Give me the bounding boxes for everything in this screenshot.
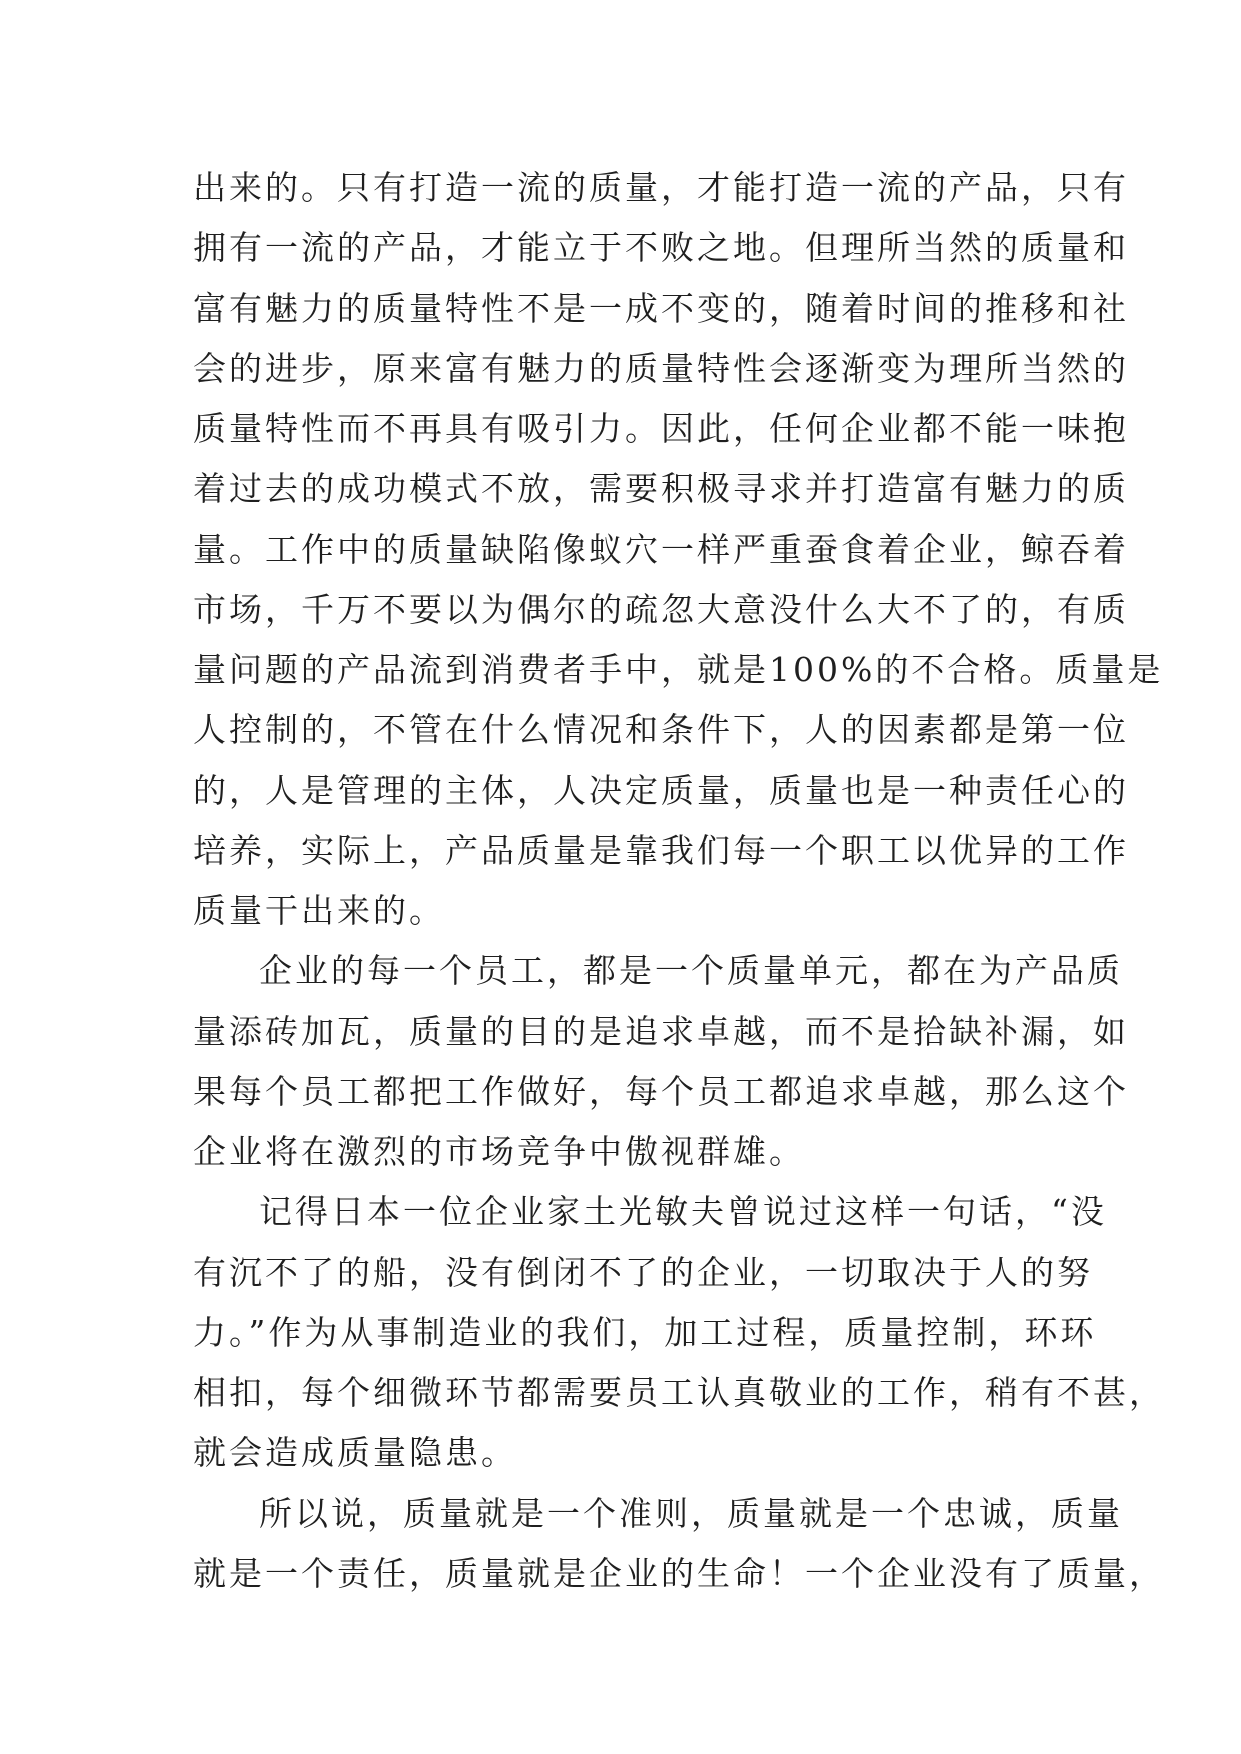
text-line: 质量特性而不再具有吸引力。因此，任何企业都不能一味抱 (193, 409, 1129, 448)
text-line: 力。”作为从事制造业的我们，加工过程，质量控制，环环 (193, 1312, 1097, 1352)
text-line: 有沉不了的船，没有倒闭不了的企业，一切取决于人的努 (193, 1252, 1093, 1292)
text-line: 就是一个责任，质量就是企业的生命！一个企业没有了质量， (193, 1553, 1165, 1593)
text-line: 拥有一流的产品，才能立于不败之地。但理所当然的质量和 (193, 228, 1129, 268)
text-line: 量问题的产品流到消费者手中，就是100%的不合格。质量是 (193, 650, 1164, 689)
text-line: 质量干出来的。 (193, 891, 445, 930)
text-line: 企业的每一个员工，都是一个质量单元，都在为产品质 (259, 951, 1123, 991)
body-text (193, 158, 1165, 1604)
text-line: 会的进步，原来富有魅力的质量特性会逐渐变为理所当然的 (193, 348, 1129, 388)
text-line: 记得日本一位企业家土光敏夫曾说过这样一句话，“没 (259, 1192, 1107, 1232)
text-line: 所以说，质量就是一个准则，质量就是一个忠诚，质量 (259, 1493, 1123, 1533)
text-line: 企业将在激烈的市场竞争中傲视群雄。 (193, 1132, 805, 1171)
text-line: 就会造成质量隐患。 (193, 1433, 517, 1473)
text-line: 培养，实际上，产品质量是靠我们每一个职工以优异的工作 (193, 830, 1129, 870)
text-line: 果每个员工都把工作做好，每个员工都追求卓越，那么这个 (193, 1071, 1129, 1111)
text-line: 人控制的，不管在什么情况和条件下，人的因素都是第一位 (193, 710, 1129, 750)
text-line: 量添砖加瓦，质量的目的是追求卓越，而不是拾缺补漏，如 (193, 1011, 1129, 1051)
text-line: 出来的。只有打造一流的质量，才能打造一流的产品，只有 (193, 168, 1129, 207)
text-line: 量。工作中的质量缺陷像蚁穴一样严重蚕食着企业，鲸吞着 (193, 529, 1129, 569)
text-line: 着过去的成功模式不放，需要积极寻求并打造富有魅力的质 (193, 469, 1129, 509)
text-line: 的，人是管理的主体，人决定质量，质量也是一种责任心的 (193, 770, 1129, 810)
text-line: 富有魅力的质量特性不是一成不变的，随着时间的推移和社 (193, 288, 1129, 328)
text-line: 相扣，每个细微环节都需要员工认真敬业的工作，稍有不甚， (193, 1373, 1165, 1412)
text-line: 市场，千万不要以为偶尔的疏忽大意没什么大不了的，有质 (193, 589, 1129, 629)
